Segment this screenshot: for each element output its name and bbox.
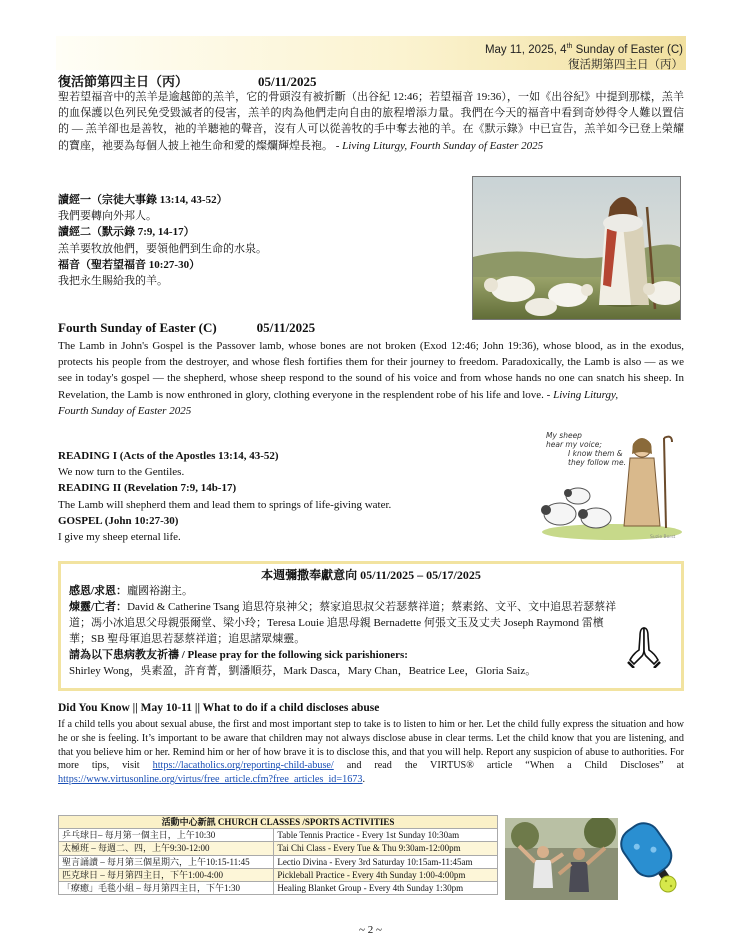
table-row bbox=[59, 868, 498, 881]
cartoon-shepherd-image bbox=[538, 428, 686, 540]
praying-hands-icon bbox=[625, 624, 663, 668]
activity-zh: 匹克球日 – 每月第四主日，下午1:00-4:00 bbox=[59, 868, 274, 881]
souls-line: 煉靈/亡者：David & Catherine Tsang 追思符泉神父；蔡家追思叔父若瑟蔡祥道；蔡素銘、文平、文中追思若瑟蔡祥道；馮小冰追思父母親張爾堂、梁小玲；Teresa Louie 追思母親 Bernadette 何張文玉及丈夫 Joseph Raymond 雷檳華；SB 聖母軍追思若瑟蔡祥道；追思諸眾煉靈。 bbox=[69, 601, 617, 645]
activity-zh: 乒乓球日– 每月第一個主日，上午10:30 bbox=[59, 829, 274, 842]
pickleball-paddle-icon bbox=[620, 818, 684, 900]
table-row bbox=[59, 829, 498, 842]
intentions-title: 本週彌撒奉獻意向 05/11/2025 – 05/17/2025 bbox=[261, 568, 481, 582]
activity-en: Table Tennis Practice - Every 1st Sunday 10:30am bbox=[274, 829, 498, 842]
english-reading-1-heading: READING I (Acts of the Apostles 13:14, 43-52) bbox=[58, 450, 279, 462]
page-number: ~ 2 ~ bbox=[359, 924, 382, 936]
chinese-section-title: 復活節第四主日（丙） 05/11/2025 bbox=[58, 74, 317, 89]
chinese-reflection: 聖若望福音中的羔羊是逾越節的羔羊，它的骨頭沒有被折斷（出谷紀 12:46；若望福音 19:36），一如《出谷紀》中提到那樣，羔羊的血保護以色列民免受毀滅者的侵害，羔羊的肉為他們走向自由的旅程增添力量。我們在今天的福音中看到奇妙得令人難以置信的 — 羔羊卻也是善牧，祂的羊聽祂的聲音，沒有人可以從善牧的手中奪去祂的羊。在《默示錄》中已宣告，羔羊如今已登上榮耀的寶座，祂要為每個人披上祂生命和愛的燦爛輝煌長袍。 - Living Liturgy, Fourth Sunday of Easter 2025 bbox=[58, 91, 684, 152]
english-gospel-text: I give my sheep eternal life. bbox=[58, 531, 181, 544]
english-gospel-heading: GOSPEL (John 10:27-30) bbox=[58, 514, 179, 527]
activity-zh: 聖言誦讀 – 每月第三個星期六，上午10:15-11:45 bbox=[59, 855, 274, 868]
chinese-readings bbox=[58, 192, 468, 289]
chinese-reading-1-heading: 讀經一（宗徒大事錄 13:14, 43-52） bbox=[58, 194, 228, 206]
english-reading-2-text: The Lamb will shepherd them and lead them to springs of life-giving water. bbox=[58, 498, 392, 511]
good-shepherd-image bbox=[472, 176, 681, 320]
did-you-know-body: If a child tells you about sexual abuse, the first and most important step to take is to listen to him or her. Let the child fully express the situation and how he or she is feeling. It’s important to be aware that children may not always disclose abuse in clear terms. Let the child know that you are listening, and that you believe him or her. Remind him or her of how brave it is to disclose this, and that you will help. Report any suspicion of abuse to authorities. For more tips, visit https://lacatholics.org/reporting-child-abuse/ and read the VIRTUS® article “When a Child Discloses” at https://www.virtusonline.org/virtus/free_article.cfm?free_articles_id=1673. bbox=[58, 719, 685, 786]
activity-en: Healing Blanket Group - Every 4th Sunday 1:30pm bbox=[274, 882, 498, 895]
activities-table bbox=[58, 815, 498, 895]
cartoon-speech-line-4: they follow me. bbox=[568, 458, 626, 467]
chinese-gospel-text: 我把永生賜給我的羊。 bbox=[58, 275, 168, 288]
activity-en: Tai Chi Class - Every Tue & Thu 9:30am-12:00pm bbox=[274, 842, 498, 855]
mass-intentions-box bbox=[58, 561, 684, 691]
virtus-article-link[interactable]: https://www.virtusonline.org/virtus/free_article.cfm?free_articles_id=1673 bbox=[58, 774, 363, 786]
table-row bbox=[59, 855, 498, 868]
chinese-reading-2-text: 羔羊要牧放他們，要領他們到生命的水泉。 bbox=[58, 242, 267, 255]
activity-zh: 太極班 – 每週二、四，上午9:30-12:00 bbox=[59, 842, 274, 855]
thanks-line: 感恩/求恩：龐國裕謝主。 bbox=[69, 585, 194, 597]
activity-en: Lectio Divina - Every 3rd Saturday 10:15am-11:45am bbox=[274, 855, 498, 868]
sick-heading: 請為以下患病教友祈禱 / Please pray for the following sick parishioners: bbox=[69, 649, 408, 661]
english-reading-1-text: We now turn to the Gentiles. bbox=[58, 466, 185, 479]
chinese-reading-1-text: 我們要轉向外邦人。 bbox=[58, 210, 157, 223]
cartoon-credit: Suzie Borst bbox=[650, 535, 676, 540]
header-chinese-line: 復活期第四主日（丙） bbox=[568, 58, 683, 71]
did-you-know-title: Did You Know || May 10-11 || What to do if a child discloses abuse bbox=[58, 702, 380, 714]
english-readings bbox=[58, 448, 528, 545]
activity-en: Pickleball Practice - Every 4th Sunday 1:00-4:00pm bbox=[274, 868, 498, 881]
activity-zh: 「療癒」毛毯小組 – 每月第四主日，下午1:30 bbox=[59, 882, 274, 895]
header-date-line: May 11, 2025, 4th Sunday of Easter (C) bbox=[484, 43, 683, 56]
cartoon-speech-line-1: My sheep bbox=[546, 431, 582, 440]
chinese-reading-2-heading: 讀經二（默示錄 7:9, 14-17） bbox=[58, 226, 195, 239]
reporting-child-abuse-link[interactable]: https://lacatholics.org/reporting-child-abuse/ bbox=[152, 760, 334, 772]
cartoon-speech-line-3: I know them & bbox=[568, 449, 623, 458]
table-row bbox=[59, 842, 498, 855]
table-row bbox=[59, 882, 498, 895]
activities-title: 活動中心新訊 CHURCH CLASSES /SPORTS ACTIVITIES bbox=[59, 816, 498, 829]
chinese-gospel-heading: 福音（聖若望福音 10:27-30） bbox=[58, 258, 201, 271]
tai-chi-photo bbox=[505, 818, 618, 900]
activities-title-row bbox=[59, 816, 498, 829]
english-reflection: The Lamb in John's Gospel is the Passover lamb, whose bones are not broken (Exod 12:46; John 19:36), whose blood, as in the exodus, protects his people from the destroyer, and whose flesh fortifies them for their journey to freedom. Paradoxically, the Lamb is also — as we see in today's gospel — the shepherd, whose sheep respond to the sound of his voice and from whose hands no one can snatch his sheep. In Revelation, the Lamb is now enthroned in glory, clothing everyone in the resplendent robe of his life and love. - Living Liturgy, Fourth Sunday of Easter 2025 bbox=[58, 340, 684, 417]
page-header bbox=[485, 39, 683, 73]
english-section-title: Fourth Sunday of Easter (C) 05/11/2025 bbox=[58, 320, 316, 335]
sick-list: Shirley Wong，吳素盈，許育菁，劉潘順芬，Mark Dasca，Mary Chan，Beatrice Lee，Gloria Saiz。 bbox=[69, 665, 537, 677]
intentions-body bbox=[61, 583, 681, 679]
cartoon-speech-line-2: hear my voice; bbox=[546, 440, 602, 449]
english-reading-2-heading: READING II (Revelation 7:9, 14b-17) bbox=[58, 482, 237, 495]
